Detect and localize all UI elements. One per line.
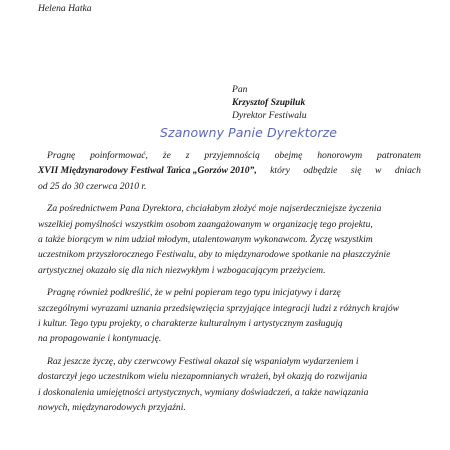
body-line: Raz jeszcze życzę, aby czerwcowy Festiwal okazał się wspaniałym wydarzeniem i [47,355,359,367]
body-line: artystycznej okazało się dla nich niezwykłym i wzbogacającym przeżyciem. [38,264,326,276]
text-run: Pragnę [47,150,76,161]
text-run: przyjemnością [204,150,260,161]
paragraph-3 [38,285,421,347]
body-line: od 25 do 30 czerwca 2010 r. [38,180,147,192]
body-line: na propagowanie i kontynuację. [38,333,162,345]
recipient-address-block [232,83,307,122]
text-run: z [185,150,190,161]
body-line: dostarczył jego uczestnikom wielu niezapomnianych wrażeń, był okazją do rozwijania [38,371,368,383]
text-run: się [350,165,362,177]
text-run: obejmę [274,150,303,161]
paragraph-1 [38,148,421,194]
paragraph-4 [38,354,421,416]
body-line: i doskonalenia umiejętności artystycznych, wymiany doświadczeń, a także nawiązania [38,386,369,398]
recipient-name: Krzysztof Szupiluk [232,97,306,108]
body-line: a także biorącym w nim udział młodym, utalentowanym wykonawcom. Życzę wszystkim [38,234,373,246]
body-line: szczególnymi wyrazami uznania przedsięwzięcia sprzyjające integracji ludzi z różnych krajów [38,302,400,314]
body-line: Pragnę również podkreślić, że w pełni popieram tego typu inicjatywy i darzę [47,287,341,299]
festival-name: XVII Międzynarodowy Festiwal Tańca „Gorzów 2010”, [38,165,257,177]
recipient-title: Dyrektor Festiwalu [232,110,307,121]
body-line [38,148,421,163]
text-run: odbędzie [303,165,338,177]
body-line [38,163,421,178]
text-run: honorowym [317,150,363,161]
handwritten-greeting: Szanowny Panie Dyrektorze [160,125,338,140]
body-line: Za pośrednictwem Pana Dyrektora, chciałabym złożyć moje najserdeczniejsze życzenia [47,203,382,215]
text-run: w [374,165,382,177]
text-run: że [162,150,171,161]
text-run: patronatem [377,150,421,161]
paragraph-2 [38,201,421,278]
sender-name: Helena Hatka [38,3,92,14]
recipient-salutation: Pan [232,84,248,95]
body-line: nowych, międzynarodowych przyjaźni. [38,402,186,414]
body-line: wszelkiej pomyślności wszystkim osobom zaangażowanym w organizację tego projektu, [38,218,373,230]
body-line: uczestnikom przyszłorocznego Festiwalu, aby to międzynarodowe spotkanie na płaszczyźnie [38,249,391,261]
text-run: dniach [394,165,421,177]
text-run: poinformować, [90,150,148,161]
body-line: i kultur. Tego typu projekty, o charakterze kulturalnym i artystycznym zasługują [38,318,343,330]
letter-body [38,148,421,423]
text-run: który [270,165,290,177]
